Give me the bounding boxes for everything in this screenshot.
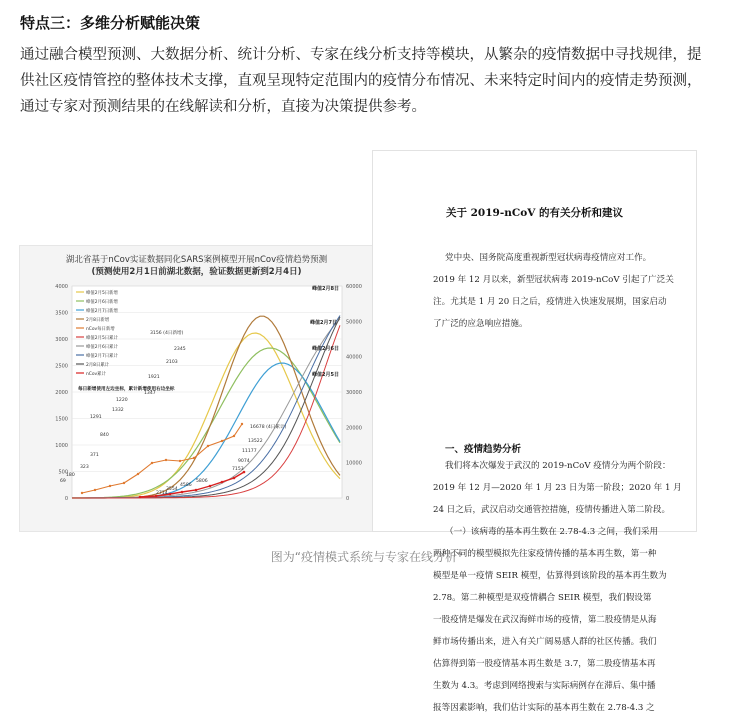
- daily-point: [193, 457, 195, 459]
- peak-label: 峰值2月7日: [310, 320, 337, 326]
- daily-point: [207, 445, 209, 447]
- document-line: 24 日之后，武汉启动交通管控措施，疫情传播进入第二阶段。: [433, 505, 671, 515]
- cumulative-data-label: 11177: [242, 449, 257, 454]
- cumulative-data-label: 9074: [238, 459, 250, 464]
- y-tick-label: 1000: [55, 443, 68, 449]
- cumulative-data-label: 3554: [166, 487, 178, 492]
- y-tick-label: 4000: [55, 284, 68, 290]
- daily-point: [94, 489, 96, 491]
- y2-tick-label: 40000: [346, 354, 362, 361]
- daily-point: [179, 460, 181, 462]
- document-line: 两种不同的模型模拟先往家疫情传播的基本再生数，第一种: [433, 549, 657, 559]
- cumulative-point: [221, 481, 224, 484]
- y-tick-label: 1500: [55, 416, 68, 423]
- cumulative-data-label: 4586: [180, 483, 192, 488]
- y-tick-label: 3500: [55, 310, 68, 317]
- daily-data-label: 1347: [144, 391, 156, 396]
- y2-tick-label: 60000: [346, 284, 362, 290]
- figure-caption: 图为“疫情模式系统与专家在线分析”: [270, 550, 464, 564]
- daily-point: [165, 459, 167, 461]
- cumulative-data-label: 2714: [156, 491, 168, 496]
- cumulative-point: [195, 489, 198, 492]
- daily-data-label: 2345: [174, 347, 186, 352]
- document-title: 关于 2019-nCoV 的有关分析和建议: [445, 207, 624, 219]
- document-line: 报等因素影响，我们估计实际的基本再生数在 2.78-4.3 之: [433, 703, 655, 713]
- daily-data-label: 323: [80, 465, 89, 470]
- legend-label: 峰值2月7日新增: [86, 309, 118, 314]
- chart-subtitle: (预测使用2月1日前湖北数据，验证数据更新到2月4日): [91, 267, 302, 277]
- document-line: 注。尤其是 1 月 20 日之后，疫情进入快速发展期，国家启动: [433, 297, 667, 307]
- daily-point: [81, 492, 83, 494]
- daily-point: [233, 435, 235, 437]
- peak-label: 峰值2月8日: [312, 286, 339, 292]
- daily-point: [123, 482, 125, 484]
- y-tick-label: 2500: [55, 363, 68, 370]
- daily-data-label: 180: [66, 473, 75, 478]
- document-line: 了广泛的应急响应措施。: [433, 319, 528, 329]
- cumulative-point: [233, 477, 236, 480]
- daily-data-label: 69: [60, 479, 66, 484]
- document-line: 鲜市场传播出来，进入有关广阔易感人群的社区传播。我们: [433, 637, 657, 647]
- cumulative-data-label: 7153: [232, 467, 244, 472]
- chart-title: 湖北省基于nCov实证数据同化SARS案例模型开展nCov疫情趋势预测: [65, 255, 328, 265]
- peak-label: 峰值2月6日: [312, 346, 339, 352]
- cumulative-data-label: 5806: [196, 479, 208, 484]
- expert-document-image: [372, 150, 697, 713]
- daily-data-label: 2103: [166, 360, 178, 365]
- chart-image: [19, 245, 374, 532]
- daily-point: [241, 423, 243, 425]
- y-tick-label: 2000: [55, 390, 68, 396]
- y-tick-label: 500: [58, 469, 68, 476]
- trend-chart: [20, 246, 373, 531]
- cumulative-data-label: 16678 (4日累计): [250, 425, 287, 430]
- document-line: 2019 年 12 月以来，新型冠状病毒 2019-nCoV 引起了广泛关: [433, 275, 674, 285]
- daily-data-label: 840: [100, 433, 109, 438]
- legend-label: 峰值2月5日累计: [86, 336, 118, 341]
- cumulative-point: [139, 496, 142, 499]
- legend-label: 峰值2月6日新增: [86, 300, 118, 305]
- cumulative-data-label: 13522: [248, 439, 263, 444]
- legend-label: nCov累计: [86, 372, 106, 377]
- document-line: 2019 年 12 月—2020 年 1 月 23 日为第一阶段；2020 年 1 月: [433, 483, 682, 493]
- daily-data-label: 1921: [148, 375, 160, 380]
- daily-data-label: 1220: [116, 398, 128, 403]
- legend-label: 峰值2月7日累计: [86, 354, 118, 359]
- legend-label: 峰值2月6日累计: [86, 345, 118, 350]
- y2-tick-label: 20000: [346, 425, 362, 432]
- daily-point: [151, 462, 153, 464]
- cumulative-point: [181, 491, 184, 494]
- y2-tick-label: 10000: [346, 460, 362, 467]
- y2-tick-label: 30000: [346, 390, 362, 396]
- document-line: 生数为 4.3。考虑到网络搜索与实际病例存在滞后、集中播: [433, 681, 656, 691]
- body-paragraph: 通过融合模型预测、大数据分析、统计分析、专家在线分析支持等模块，从繁杂的疫情数据中寻找规律，提供社区疫情管控的整体技术支撑，直观呈现特定范围内的疫情分布情况、未来特定时间内的疫情走势预测，通过专家对预测结果的在线解读和分析，直接为决策提供参考。: [20, 47, 702, 115]
- daily-point: [109, 485, 111, 487]
- legend-label: 2月8日新增: [86, 318, 110, 323]
- daily-point: [137, 473, 139, 475]
- y-tick-label: 3000: [55, 337, 68, 343]
- daily-data-label: 3156 (4日新增): [150, 331, 184, 336]
- section-heading: 特点三：多维分析赋能决策: [20, 14, 201, 32]
- document-line: 2.78。第二种模型是双疫情耦合 SEIR 模型，我们假设第: [433, 593, 652, 603]
- chart-note: 每日新增使用左边坐标，累计新增使用右边坐标: [78, 387, 175, 392]
- daily-data-label: 1332: [112, 408, 124, 413]
- document-line: 党中央、国务院高度重视新型冠状病毒疫情应对工作。: [445, 253, 652, 263]
- legend-label: 峰值2月5日新增: [86, 291, 118, 296]
- y2-tick-label: 50000: [346, 319, 362, 326]
- daily-data-label: 1291: [90, 415, 102, 420]
- peak-label: 峰值2月5日: [312, 372, 339, 378]
- document-section-heading: 一、疫情趋势分析: [445, 444, 522, 455]
- y2-tick-label: 0: [346, 496, 350, 502]
- daily-data-label: 371: [90, 453, 99, 458]
- y-tick-label: 0: [64, 496, 68, 502]
- document-line: 模型是单一疫情 SEIR 模型，估算得到该阶段的基本再生数为: [433, 571, 667, 581]
- document-line: 估算得到第一股疫情基本再生数是 3.7，第二股疫情基本再: [433, 659, 656, 669]
- legend-label: nCov每日新增: [86, 327, 115, 332]
- document-line: 我们将本次爆发于武汉的 2019-nCoV 疫情分为两个阶段：: [445, 461, 671, 471]
- document-line: （一）该病毒的基本再生数在 2.78-4.3 之间，我们采用: [445, 527, 659, 537]
- cumulative-point: [209, 485, 212, 488]
- document-line: 一股疫情是爆发在武汉海鲜市场的疫情，第二股疫情是从海: [433, 615, 657, 625]
- cumulative-point: [169, 493, 172, 496]
- legend-label: 2月8日累计: [86, 363, 110, 368]
- daily-point: [221, 440, 223, 442]
